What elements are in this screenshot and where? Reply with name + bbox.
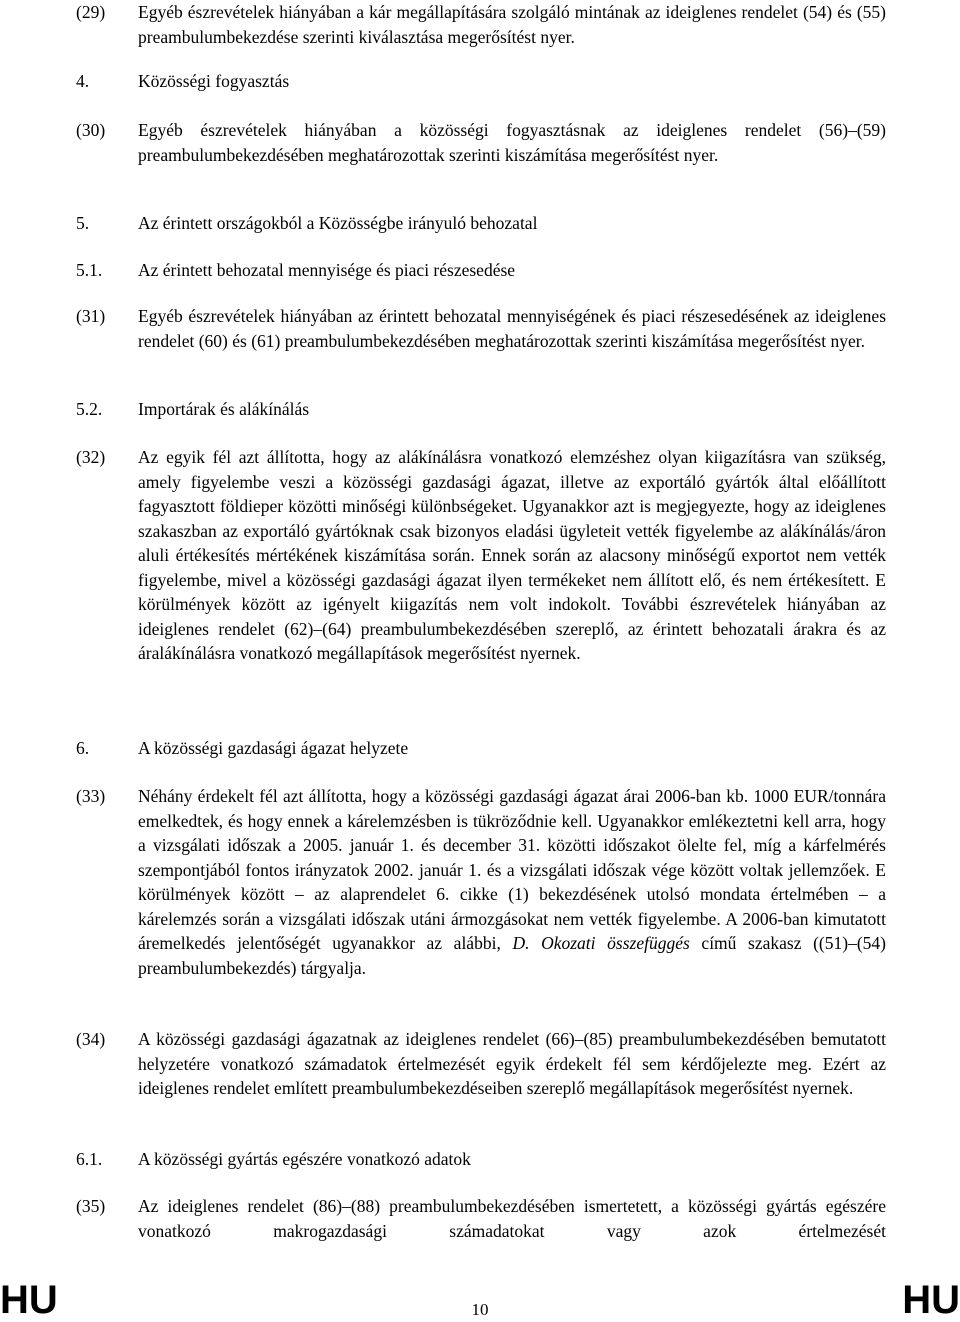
paragraph-text: Egyéb észrevételek hiányában az érintett behozatal mennyiségének és piaci részesedésének az ideiglenes rendelet (60) és (61) preambulumbekezdésében meghatározottak szerinti kiszámítása megerősítést nyer. (138, 306, 886, 351)
heading-number: 6.1. (76, 1149, 103, 1169)
paragraph-35 (76, 1194, 886, 1243)
heading-text: Az érintett országokból a Közösségbe irányuló behozatal (138, 213, 538, 233)
section-heading-5 (76, 211, 886, 236)
paragraph-number: (35) (76, 1196, 106, 1216)
section-heading-5-2 (76, 397, 886, 422)
paragraph-30 (76, 118, 886, 167)
paragraph-text: Az ideiglenes rendelet (86)–(88) preambulumbekezdésében ismertetett, a közösségi gyártás egészére vonatkozó makrogazdasági számadatokat vagy azok értelmezését (138, 1196, 886, 1241)
paragraph-text: A közösségi gazdasági ágazatnak az ideiglenes rendelet (66)–(85) preambulumbekezdésében bemutatott helyzetére vonatkozó számadatok értelmezését egyik érdekelt fél sem kérdőjelezte meg. Ezért az ideiglenes rendelet említett preambulumbekezdéseiben szereplő megállapítások megerősítést nyernek. (138, 1029, 886, 1098)
heading-text: Közösségi fogyasztás (138, 71, 290, 91)
paragraph-number: (31) (76, 306, 106, 326)
section-heading-6-1 (76, 1147, 886, 1172)
paragraph-31 (76, 304, 886, 353)
section-heading-6 (76, 736, 886, 761)
paragraph-text (138, 784, 886, 980)
footer-language-mark-left: HU (0, 1278, 58, 1322)
heading-text: Importárak és alákínálás (138, 399, 310, 419)
section-heading-4 (76, 69, 886, 94)
heading-number: 5. (76, 213, 90, 233)
paragraph-34 (76, 1027, 886, 1101)
page-number: 10 (471, 1300, 489, 1319)
heading-number: 5.1. (76, 260, 103, 280)
paragraph-29 (76, 0, 886, 49)
paragraph-32 (76, 445, 886, 666)
paragraph-text-part: Néhány érdekelt fél azt állította, hogy a közösségi gazdasági ágazat árai 2006-ban kb. 1000 EUR/tonnára emelkedtek, és hogy ennek a kárelemzésben is tükröződnie kell. Ugyanakkor emlékeztetni kell arra, hogy a vizsgálati időszak a 2005. január 1. és december 31. közötti időszakot ölelte fel, míg a kárfelmérés szempontjából fontos irányzatok 2002. január 1. és a vizsgálati időszak vége között voltak jellemzőek. E körülmények között – az alaprendelet 6. cikke (1) bekezdésének utolsó mondata értelmében – a kárelemzés során a vizsgálati időszak utáni ármozgásokat nem vették figyelembe. A 2006-ban kimutatott áremelkedés jelentőségét ugyanakkor az alábbi, (138, 786, 886, 953)
heading-number: 4. (76, 71, 90, 91)
paragraph-text-part: című szakasz ((51)–(54) preambulumbekezdés) tárgyalja. (138, 933, 886, 978)
paragraph-number: (29) (76, 2, 106, 22)
heading-text: A közösségi gyártás egészére vonatkozó adatok (138, 1149, 471, 1169)
paragraph-number: (32) (76, 447, 106, 467)
heading-text: Az érintett behozatal mennyisége és piaci részesedése (138, 260, 516, 280)
section-heading-5-1 (76, 258, 886, 283)
section-reference: D. Okozati összefüggés (512, 933, 690, 953)
paragraph-33 (76, 784, 886, 980)
paragraph-number: (33) (76, 786, 106, 806)
heading-number: 5.2. (76, 399, 103, 419)
footer-language-mark-right: HU (902, 1278, 960, 1322)
paragraph-number: (30) (76, 120, 106, 140)
paragraph-number: (34) (76, 1029, 106, 1049)
paragraph-text: Egyéb észrevételek hiányában a kár megállapítására szolgáló mintának az ideiglenes rendelet (54) és (55) preambulumbekezdése szerinti kiválasztása megerősítést nyer. (138, 2, 886, 47)
heading-text: A közösségi gazdasági ágazat helyzete (138, 738, 409, 758)
paragraph-text: Egyéb észrevételek hiányában a közösségi fogyasztásnak az ideiglenes rendelet (56)–(59) preambulumbekezdésében meghatározottak szerinti kiszámítása megerősítést nyer. (138, 120, 886, 165)
heading-number: 6. (76, 738, 90, 758)
paragraph-text: Az egyik fél azt állította, hogy az alákínálásra vonatkozó elemzéshez olyan kiigazításra van szükség, amely figyelembe veszi a közösségi gazdasági ágazat, illetve az exportáló gyártók által előállított fagyasztott földieper közötti minőségi különbségeket. Ugyanakkor azt is megjegyezte, hogy az ideiglenes szakaszban az exportáló gyártóknak csak bizonyos eladási ügyleteit vették figyelembe az alákínálás/áron aluli értékesítés mértékének kiszámítása során. Ennek során az alacsony minőségű exportot nem vették figyelembe, mivel a közösségi gazdasági ágazat ilyen termékeket nem állított elő, és nem értékesített. E körülmények között az igényelt kiigazítás nem volt indokolt. További észrevételek hiányában az ideiglenes rendelet (62)–(64) preambulumbekezdésében szereplő, az érintett behozatali árakra és az áralákínálásra vonatkozó megállapítások megerősítést nyernek. (138, 447, 886, 663)
